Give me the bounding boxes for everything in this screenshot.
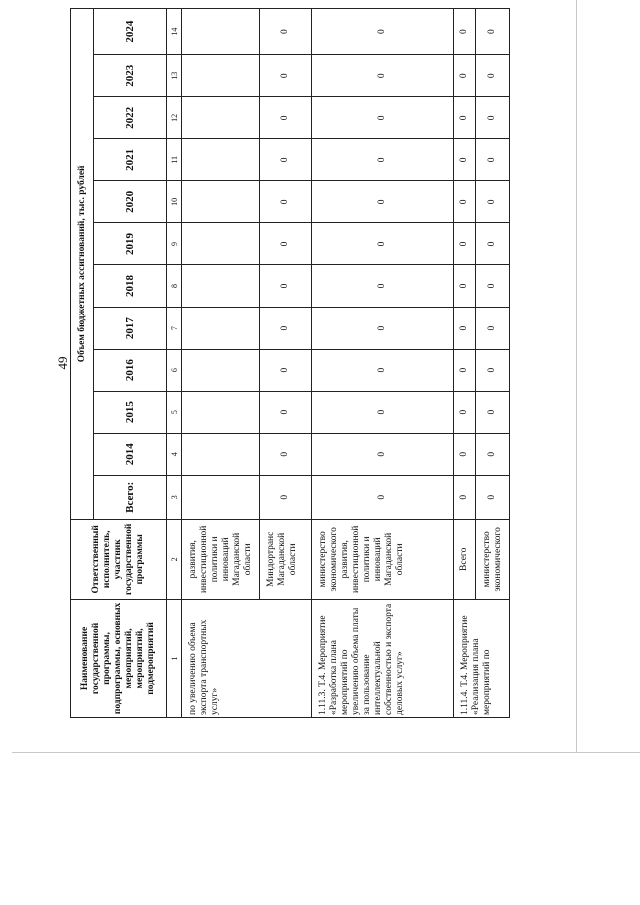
value-cell: 0	[454, 181, 476, 223]
value-cell: 0	[454, 265, 476, 307]
value-cell: 0	[312, 181, 454, 223]
scan-border-bottom	[12, 752, 640, 753]
value-cell: 0	[312, 307, 454, 349]
row-name: 1.11.4. Т.4. Мероприятие «Реализация плана мероприятий по	[454, 599, 510, 717]
value-cell: 0	[312, 391, 454, 433]
value-cell: 0	[312, 223, 454, 265]
header-year: 2021	[94, 139, 167, 181]
value-cell: 0	[312, 475, 454, 519]
value-cell: 0	[454, 307, 476, 349]
header-year: 2015	[94, 391, 167, 433]
value-cell: 0	[260, 475, 312, 519]
value-cell	[182, 349, 260, 391]
value-cell	[182, 55, 260, 97]
value-cell: 0	[260, 307, 312, 349]
value-cell: 0	[454, 391, 476, 433]
value-cell: 0	[454, 97, 476, 139]
value-cell: 0	[476, 97, 510, 139]
header-total: Всего:	[94, 475, 167, 519]
value-cell: 0	[312, 9, 454, 55]
rotated-page	[55, 8, 605, 718]
value-cell	[182, 391, 260, 433]
value-cell: 0	[454, 475, 476, 519]
value-cell: 0	[260, 181, 312, 223]
value-cell: 0	[476, 223, 510, 265]
header-year: 2014	[94, 433, 167, 475]
row-name: 1.11.3. Т.4. Мероприятие «Разработка плана мероприятий по увеличению объема платы за пользование интеллектуальной собственностью и экспорта деловых услуг»	[312, 599, 454, 717]
value-cell: 0	[260, 265, 312, 307]
value-cell	[182, 475, 260, 519]
value-cell: 0	[476, 181, 510, 223]
value-cell: 0	[476, 9, 510, 55]
index-cell: 13	[167, 55, 182, 97]
value-cell: 0	[454, 55, 476, 97]
index-cell: 8	[167, 265, 182, 307]
table-row	[312, 9, 454, 718]
value-cell: 0	[454, 139, 476, 181]
value-cell	[182, 9, 260, 55]
value-cell: 0	[454, 9, 476, 55]
value-cell: 0	[476, 55, 510, 97]
value-cell: 0	[454, 349, 476, 391]
row-executor: министерство экономического	[476, 519, 510, 599]
index-cell: 2	[167, 519, 182, 599]
header-year: 2019	[94, 223, 167, 265]
value-cell: 0	[476, 349, 510, 391]
header-year: 2024	[94, 9, 167, 55]
value-cell: 0	[260, 349, 312, 391]
index-cell: 14	[167, 9, 182, 55]
header-year: 2018	[94, 265, 167, 307]
value-cell: 0	[454, 223, 476, 265]
value-cell: 0	[476, 433, 510, 475]
header-year: 2016	[94, 349, 167, 391]
index-cell: 6	[167, 349, 182, 391]
index-cell: 12	[167, 97, 182, 139]
index-cell: 9	[167, 223, 182, 265]
index-cell: 3	[167, 475, 182, 519]
value-cell	[182, 433, 260, 475]
index-row	[167, 9, 182, 718]
header-name: Наименование государственной программы, подпрограммы, основных мероприятий, мероприятий, подмероприятий	[71, 599, 167, 717]
value-cell	[182, 223, 260, 265]
index-cell: 4	[167, 433, 182, 475]
value-cell: 0	[312, 433, 454, 475]
index-cell: 5	[167, 391, 182, 433]
value-cell: 0	[476, 475, 510, 519]
table-row	[182, 9, 260, 718]
index-cell: 1	[167, 599, 182, 717]
index-cell: 7	[167, 307, 182, 349]
value-cell: 0	[312, 97, 454, 139]
header-year: 2020	[94, 181, 167, 223]
value-cell: 0	[476, 391, 510, 433]
value-cell	[182, 307, 260, 349]
value-cell: 0	[260, 97, 312, 139]
page-number: 49	[55, 356, 70, 370]
row-executor: министерство экономического развития, инвестиционной политики и инноваций Магаданской области	[312, 519, 454, 599]
value-cell: 0	[260, 391, 312, 433]
header-budget: Объем бюджетных ассигнований, тыс. рублей	[71, 9, 94, 520]
value-cell	[182, 181, 260, 223]
value-cell: 0	[312, 55, 454, 97]
value-cell: 0	[476, 265, 510, 307]
value-cell: 0	[476, 139, 510, 181]
header-year: 2022	[94, 97, 167, 139]
value-cell: 0	[260, 9, 312, 55]
header-year: 2023	[94, 55, 167, 97]
value-cell	[182, 97, 260, 139]
table-row	[454, 9, 476, 718]
value-cell: 0	[312, 349, 454, 391]
row-executor: Всего	[454, 519, 476, 599]
header-executor: Ответственный исполнитель, участник государственной программы	[71, 519, 167, 599]
value-cell: 0	[260, 55, 312, 97]
header-year: 2017	[94, 307, 167, 349]
row-name: по увеличению объема экспорта транспортных услуг»	[182, 599, 312, 717]
value-cell	[182, 265, 260, 307]
value-cell: 0	[260, 139, 312, 181]
value-cell	[182, 139, 260, 181]
value-cell: 0	[476, 307, 510, 349]
value-cell: 0	[260, 433, 312, 475]
index-cell: 10	[167, 181, 182, 223]
row-executor: Миндортранс Магаданской области	[260, 519, 312, 599]
value-cell: 0	[312, 139, 454, 181]
value-cell: 0	[312, 265, 454, 307]
index-cell: 11	[167, 139, 182, 181]
budget-table	[70, 8, 510, 718]
row-executor: развития, инвестиционной политики и инноваций Магаданской области	[182, 519, 260, 599]
value-cell: 0	[454, 433, 476, 475]
value-cell: 0	[260, 223, 312, 265]
